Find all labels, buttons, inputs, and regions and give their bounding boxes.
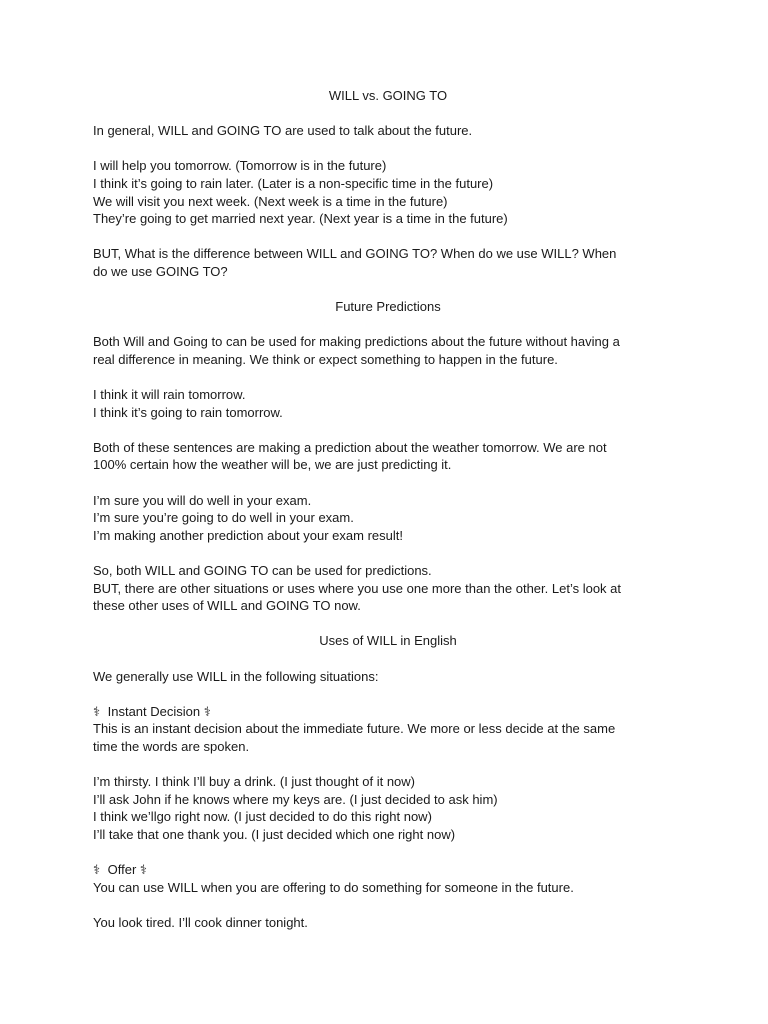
- paragraph-line: So, both WILL and GOING TO can be used for predictions.: [93, 563, 432, 579]
- future-examples: [93, 157, 683, 227]
- document-title: WILL vs. GOING TO: [328, 88, 448, 103]
- paragraph-line: Both Will and Going to can be used for making predictions about the future without having a: [93, 334, 620, 350]
- paragraph-line: real difference in meaning. We think or expect something to happen in the future.: [93, 351, 558, 367]
- instant-examples: [93, 773, 683, 843]
- offer-example: You look tired. I’ll cook dinner tonight.: [93, 914, 308, 930]
- offer-label: [93, 861, 683, 879]
- bullet-label-text: Offer: [107, 862, 137, 878]
- caduceus-icon: ⚕: [139, 862, 147, 878]
- rain-examples: [93, 386, 683, 421]
- paragraph-line: BUT, there are other situations or uses where you use one more than the other. Let’s look at: [93, 580, 622, 596]
- uses-intro: We generally use WILL in the following situations:: [93, 668, 379, 684]
- question-line: BUT, What is the difference between WILL and GOING TO? When do we use WILL? When: [93, 246, 617, 262]
- example-line: We will visit you next week. (Next week is a time in the future): [93, 193, 448, 209]
- caduceus-icon: ⚕: [93, 703, 101, 719]
- example-line: I’m thirsty. I think I’ll buy a drink. (I just thought of it now): [93, 774, 415, 790]
- offer-block: [93, 861, 683, 896]
- bullet-label-text: Instant Decision: [107, 703, 201, 719]
- example-line: I’m sure you’re going to do well in your exam.: [93, 510, 354, 526]
- paragraph-line: You can use WILL when you are offering to do something for someone in the future.: [93, 879, 574, 895]
- example-line: I think it’s going to rain later. (Later is a non-specific time in the future): [93, 175, 494, 191]
- example-line: I’ll take that one thank you. (I just decided which one right now): [93, 826, 456, 842]
- instant-decision-label: [93, 703, 683, 721]
- summary-paragraph: [93, 562, 683, 615]
- exam-examples: [93, 492, 683, 545]
- question-line: do we use GOING TO?: [93, 263, 228, 279]
- example-line: I think it will rain tomorrow.: [93, 387, 246, 403]
- paragraph-line: 100% certain how the weather will be, we are just predicting it.: [93, 457, 452, 473]
- section-heading-uses-of-will: Uses of WILL in English: [319, 633, 457, 649]
- paragraph-line: Both of these sentences are making a prediction about the weather tomorrow. We are not: [93, 439, 607, 455]
- example-line: They’re going to get married next year. (Next year is a time in the future): [93, 211, 508, 227]
- caduceus-icon: ⚕: [203, 703, 211, 719]
- weather-paragraph: [93, 439, 683, 474]
- paragraph-line: these other uses of WILL and GOING TO now.: [93, 598, 361, 614]
- example-line: I’m making another prediction about your exam result!: [93, 527, 403, 543]
- predictions-paragraph: [93, 333, 683, 368]
- example-line: I’m sure you will do well in your exam.: [93, 492, 312, 508]
- example-line: I think we’llgo right now. (I just decided to do this right now): [93, 809, 432, 825]
- example-line: I will help you tomorrow. (Tomorrow is in the future): [93, 158, 387, 174]
- section-heading-future-predictions: Future Predictions: [335, 299, 441, 315]
- instant-decision-block: [93, 703, 683, 756]
- intro-paragraph: In general, WILL and GOING TO are used to talk about the future.: [93, 123, 473, 139]
- document-body: [93, 87, 683, 932]
- question-paragraph: [93, 245, 683, 280]
- paragraph-line: time the words are spoken.: [93, 738, 250, 754]
- example-line: I think it’s going to rain tomorrow.: [93, 404, 283, 420]
- caduceus-icon: ⚕: [93, 862, 101, 878]
- example-line: I’ll ask John if he knows where my keys are. (I just decided to ask him): [93, 791, 498, 807]
- paragraph-line: This is an instant decision about the immediate future. We more or less decide at the same: [93, 721, 616, 737]
